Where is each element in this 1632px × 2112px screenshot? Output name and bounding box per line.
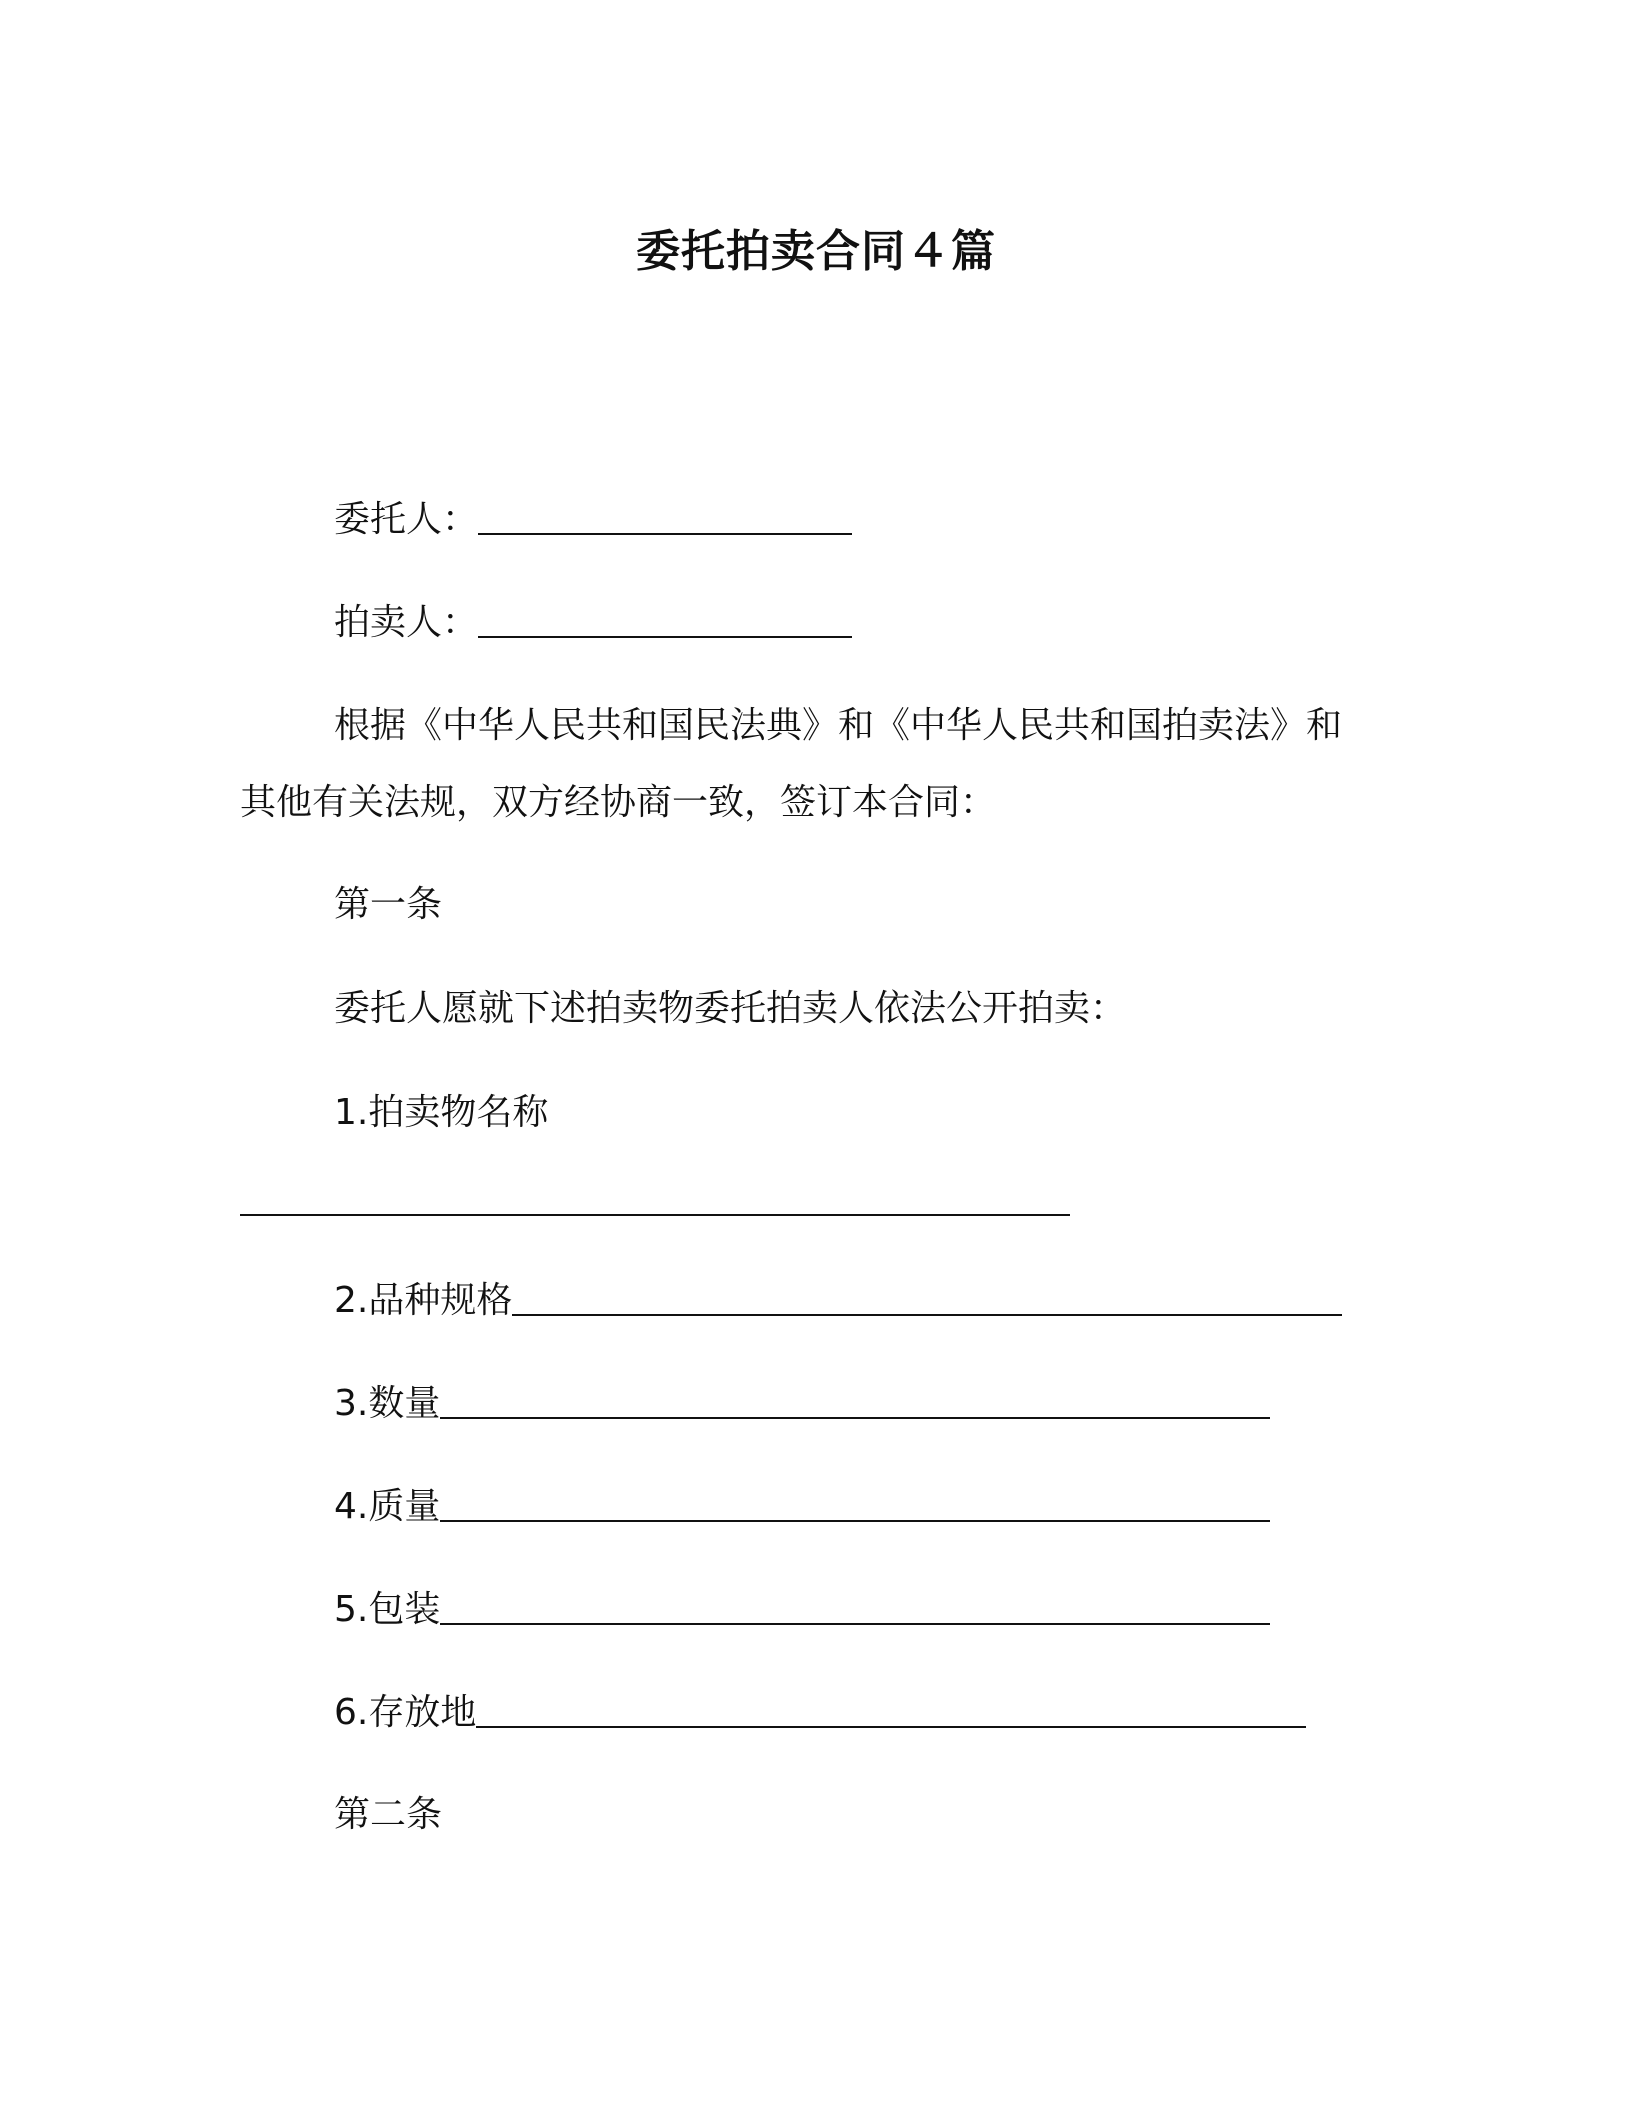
article-1-intro: 委托人愿就下述拍卖物委托拍卖人依法公开拍卖： — [334, 988, 1127, 1029]
item-packaging — [334, 1585, 1270, 1635]
consignor-field — [334, 495, 852, 545]
item-quality — [334, 1482, 1270, 1532]
item-quantity — [334, 1379, 1270, 1429]
item-variety-spec-blank[interactable] — [512, 1314, 1342, 1316]
item-storage-location — [334, 1688, 1306, 1738]
item-auction-name-blank[interactable] — [240, 1214, 1070, 1216]
item-label: 1.拍卖物名称 — [334, 1092, 549, 1133]
article-1-heading: 第一条 — [334, 884, 443, 925]
consignor-blank[interactable] — [478, 533, 852, 535]
auctioneer-label: 拍卖人： — [334, 602, 479, 643]
item-quantity-blank[interactable] — [440, 1417, 1270, 1419]
document-title: 委托拍卖合同４篇 — [636, 226, 996, 277]
preamble-line-2: 其他有关法规，双方经协商一致，签订本合同： — [240, 782, 997, 823]
item-label: 4.质量 — [334, 1486, 441, 1527]
item-label: 6.存放地 — [334, 1692, 477, 1733]
item-label: 2.品种规格 — [334, 1280, 513, 1321]
auctioneer-blank[interactable] — [478, 636, 852, 638]
item-label: 3.数量 — [334, 1383, 441, 1424]
item-variety-spec — [334, 1276, 1342, 1326]
item-storage-location-blank[interactable] — [476, 1726, 1306, 1728]
consignor-label: 委托人： — [334, 499, 479, 540]
item-auction-name — [334, 1088, 548, 1138]
item-packaging-blank[interactable] — [440, 1623, 1270, 1625]
article-2-heading: 第二条 — [334, 1794, 443, 1835]
item-label: 5.包装 — [334, 1589, 441, 1630]
auctioneer-field — [334, 598, 852, 648]
item-quality-blank[interactable] — [440, 1520, 1270, 1522]
preamble-line-1: 根据《中华人民共和国民法典》和《中华人民共和国拍卖法》和 — [334, 705, 1343, 746]
